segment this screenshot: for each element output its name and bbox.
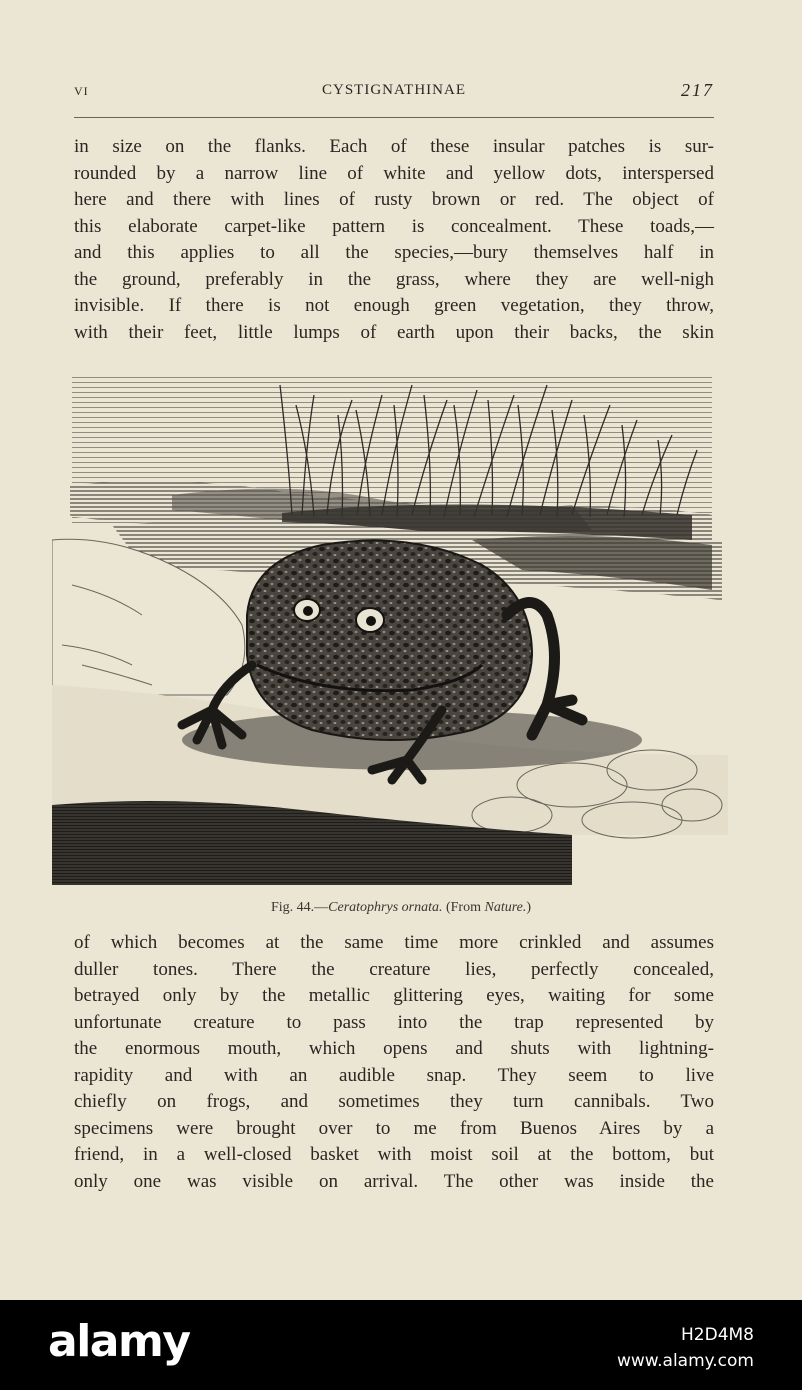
running-head xyxy=(74,80,714,104)
text-line: specimens were brought over to me from Buenos Aires by a xyxy=(74,1117,714,1139)
header-rule xyxy=(74,117,714,118)
text-line: and this applies to all the species,—bury themselves half in xyxy=(74,242,714,263)
text-line: rapidity and with an audible snap. They seem to live xyxy=(74,1064,714,1086)
horned-frog-engraving xyxy=(52,365,728,890)
figure-caption xyxy=(0,900,802,916)
caption-label: Fig. 44.— xyxy=(270,900,329,915)
text-line: invisible. If there is not enough green vegetation, they throw, xyxy=(74,295,714,316)
text-line: betrayed only by the metallic glittering eyes, waiting for some xyxy=(74,985,714,1006)
site-url: www.alamy.com xyxy=(616,1351,754,1371)
text-line: unfortunate creature to pass into the trap represented by xyxy=(74,1011,714,1033)
image-id: H2D4M8 xyxy=(681,1325,754,1345)
text-line: friend, in a well-closed basket with moist soil at the bottom, but xyxy=(74,1144,714,1165)
text-line: chiefly on frogs, and sometimes they turn cannibals. Two xyxy=(74,1091,714,1112)
text-line: here and there with lines of rusty brown or red. The object of xyxy=(74,189,714,210)
chapter-title: CYSTIGNATHINAE xyxy=(322,82,466,98)
text-line: the enormous mouth, which opens and shuts with lightning- xyxy=(74,1038,714,1059)
section-number: VI xyxy=(74,84,89,98)
text-line: of which becomes at the same time more crinkled and assumes xyxy=(74,932,714,953)
image-reference xyxy=(617,1322,754,1374)
paragraph-top xyxy=(74,134,714,346)
text-line: only one was visible on arrival. The other was inside the xyxy=(74,1170,714,1192)
page-number: 217 xyxy=(681,80,714,100)
text-line: with their feet, little lumps of earth upon their backs, the skin xyxy=(74,321,714,343)
text-line: the ground, preferably in the grass, where they are well-nigh xyxy=(74,268,714,290)
stock-footer xyxy=(0,1300,802,1390)
text-line: in size on the flanks. Each of these insular patches is sur- xyxy=(74,136,714,157)
caption-source: Nature. xyxy=(484,900,527,915)
caption-source-suffix: ) xyxy=(526,900,532,915)
text-line: rounded by a narrow line of white and yellow dots, interspersed xyxy=(74,162,714,184)
caption-source-prefix: (From xyxy=(442,900,485,915)
text-line: duller tones. There the creature lies, perfectly concealed, xyxy=(74,958,714,980)
alamy-logo: alamy xyxy=(48,1316,190,1367)
paragraph-bottom xyxy=(74,930,714,1195)
text-line: this elaborate carpet-like pattern is concealment. These toads,— xyxy=(74,215,714,237)
caption-species: Ceratophrys ornata. xyxy=(328,900,443,915)
